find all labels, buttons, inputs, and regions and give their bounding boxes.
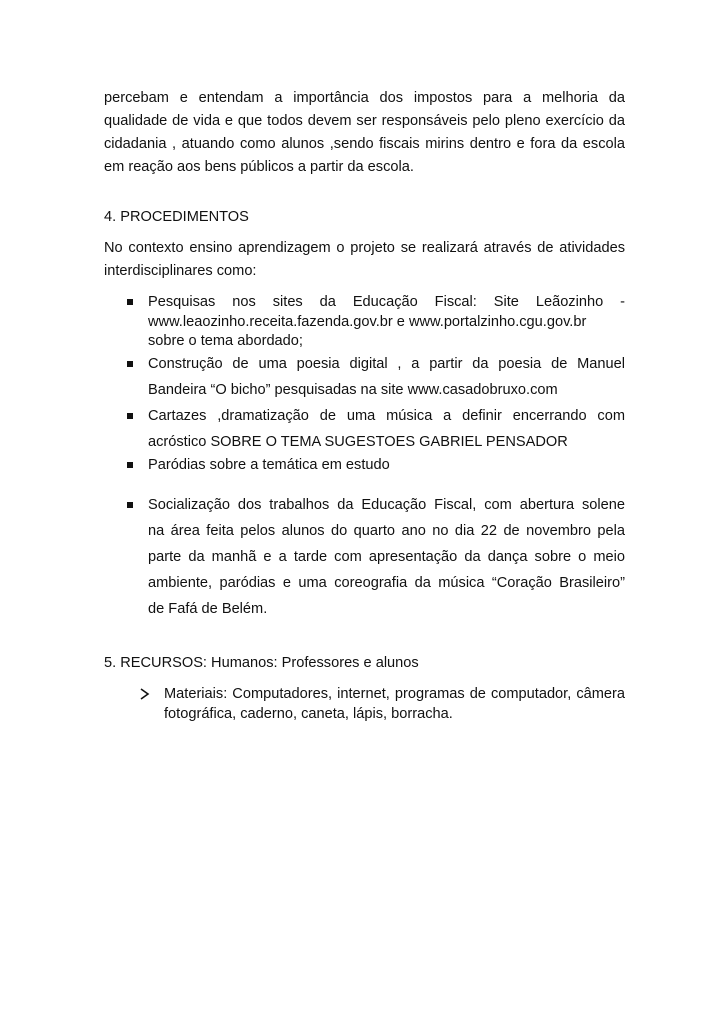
intro-line-1: percebam e entendam a importância dos impostos para a melhoria da [104,90,625,106]
list-item-line: Materiais: Computadores, internet, programas de computador, câmera [164,686,625,702]
intro-line-3: cidadania , atuando como alunos ,sendo fiscais mirins dentro e fora da escola [104,136,625,152]
intro-line-2: qualidade de vida e que todos devem ser responsáveis pelo pleno exercício da [104,113,625,129]
square-bullet-icon [127,502,133,508]
square-bullet-icon [127,361,133,367]
section-5-heading: 5. RECURSOS: Humanos: Professores e alunos [104,655,419,671]
list-item-line: Cartazes ,dramatização de uma música a definir encerrando com [148,408,625,424]
list-item-line: fotográfica, caderno, caneta, lápis, borracha. [164,706,453,722]
list-item-line: Socialização dos trabalhos da Educação Fiscal, com abertura solene [148,497,625,513]
list-item-line: Bandeira “O bicho” pesquisadas na site www.casadobruxo.com [148,382,558,398]
list-item-line: Pesquisas nos sites da Educação Fiscal: Site Leãozinho - [148,294,625,310]
list-item-line: de Fafá de Belém. [148,601,268,617]
list-item-line: Paródias sobre a temática em estudo [148,457,390,473]
list-item-line: na área feita pelos alunos do quarto ano no dia 22 de novembro pela [148,523,625,539]
square-bullet-icon [127,413,133,419]
square-bullet-icon [127,299,133,305]
section-4-intro-line-2: interdisciplinares como: [104,263,257,279]
list-item-line: acróstico SOBRE O TEMA SUGESTOES GABRIEL PENSADOR [148,434,568,450]
list-item-line: Construção de uma poesia digital , a partir da poesia de Manuel [148,356,625,372]
list-item-line: parte da manhã e a tarde com apresentação da dança sobre o meio [148,549,625,565]
list-item-line: ambiente, paródias e uma coreografia da música “Coração Brasileiro” [148,575,625,591]
list-item-line: sobre o tema abordado; [148,333,303,349]
section-4-intro-line-1: No contexto ensino aprendizagem o projeto se realizará através de atividades [104,240,625,256]
square-bullet-icon [127,462,133,468]
section-4-heading: 4. PROCEDIMENTOS [104,209,249,225]
intro-line-4: em reação aos bens públicos a partir da escola. [104,159,414,175]
arrow-bullet-icon [140,688,150,700]
list-item-line: www.leaozinho.receita.fazenda.gov.br e www.portalzinho.cgu.gov.br [148,314,587,330]
